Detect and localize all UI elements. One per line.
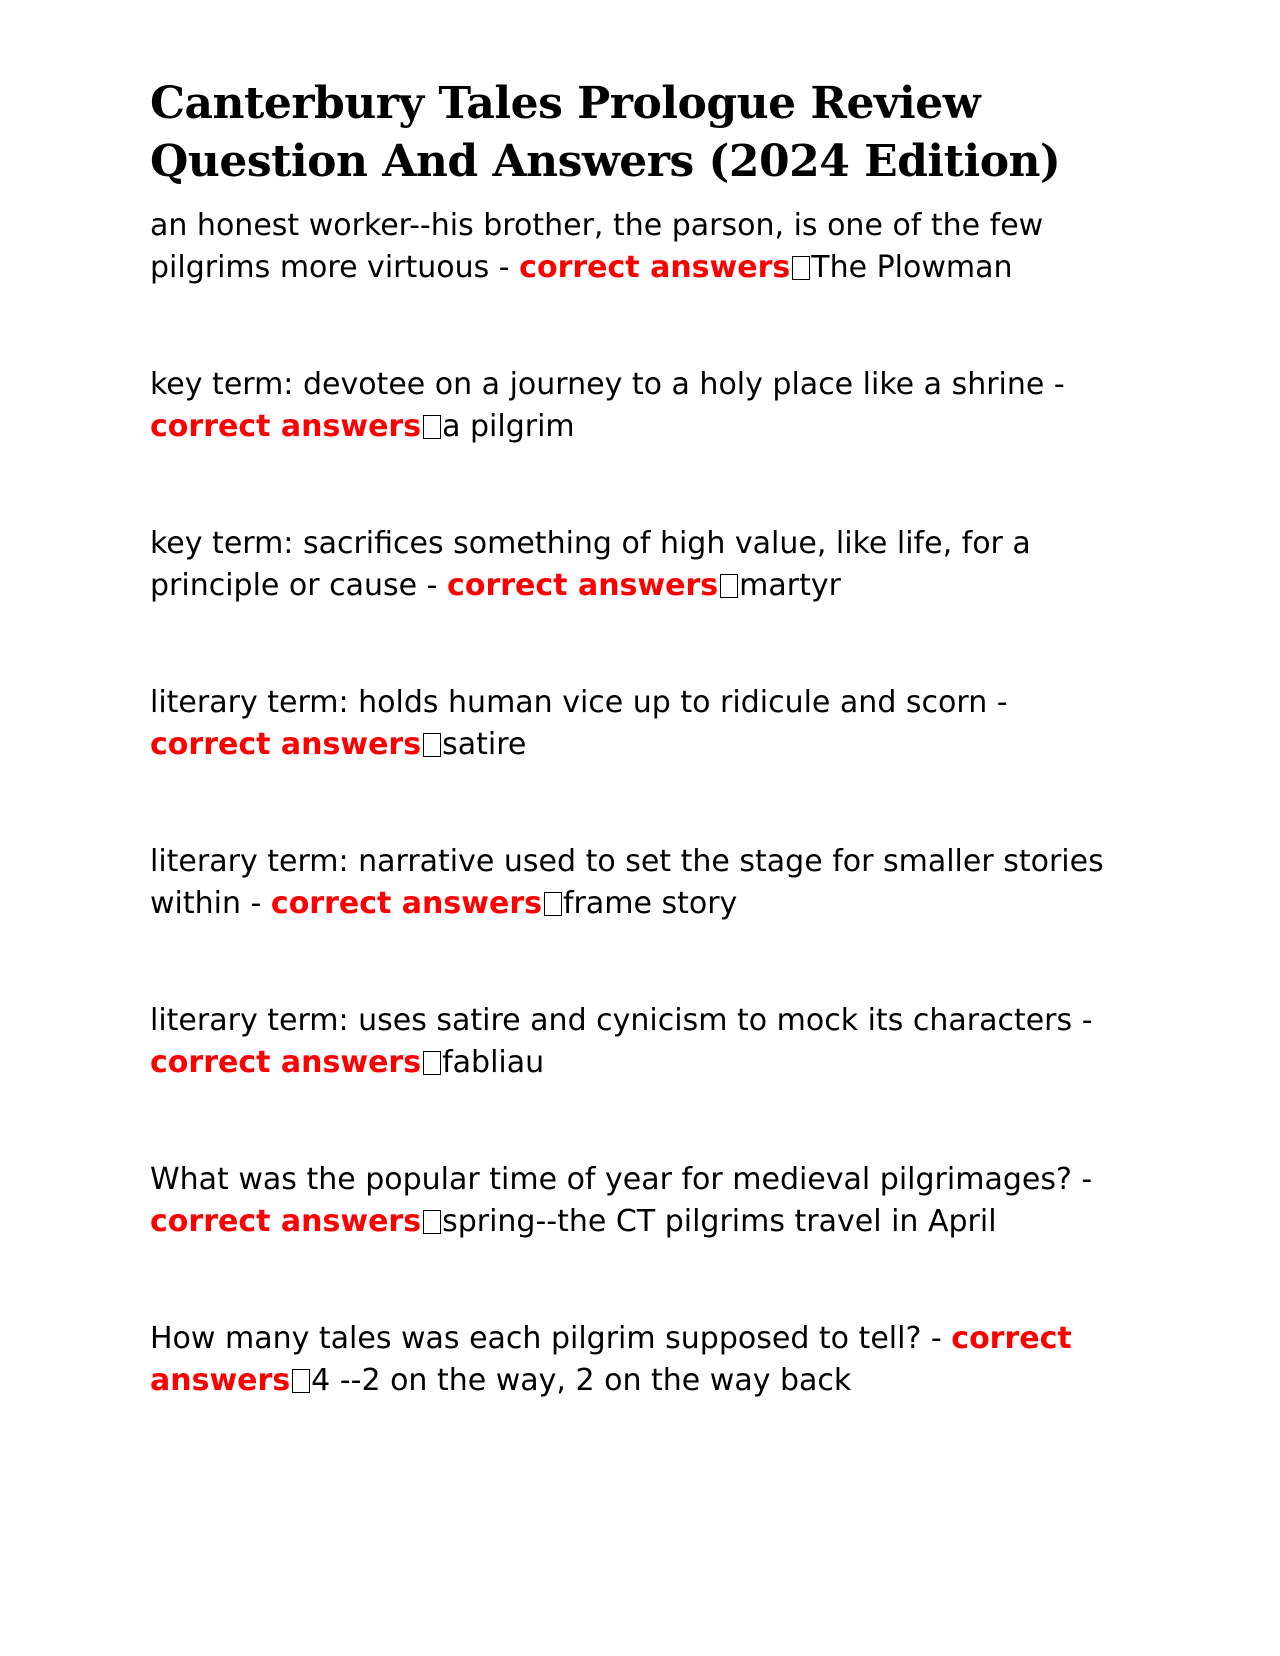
question-text: What was the popular time of year for medieval pilgrimages? [150, 1162, 1072, 1197]
question-text: literary term: uses satire and cynicism to mock its characters [150, 1003, 1073, 1038]
correct-answers-label: correct answers [150, 408, 422, 444]
separator: - [489, 249, 520, 285]
separator: - [417, 567, 448, 603]
answer-text: spring--the CT pilgrims travel in April [442, 1203, 997, 1239]
missing-glyph-icon [544, 892, 562, 916]
qa-item [150, 841, 1110, 924]
question-text: literary term: narrative used to set the stage for smaller stories within [150, 844, 1104, 921]
document-page [150, 75, 1110, 1477]
question-text: literary term: holds human vice up to ridicule and scorn [150, 685, 988, 720]
separator: - [1044, 367, 1065, 402]
question-text: an honest worker--his brother, the parson, is one of the few pilgrims more virtuous [150, 208, 1044, 285]
qa-item [150, 523, 1110, 606]
separator: - [921, 1321, 952, 1356]
correct-answers-label: correct answers [150, 1203, 422, 1239]
answer-text: 4 --2 on the way, 2 on the way back [311, 1362, 852, 1398]
correct-answers-label: correct answers [270, 885, 542, 921]
qa-item [150, 682, 1110, 765]
separator: - [1072, 1003, 1093, 1038]
qa-item [150, 364, 1110, 447]
question-text: key term: sacrifices something of high value, like life, for a principle or cause [150, 526, 1031, 603]
answer-text: a pilgrim [442, 408, 575, 444]
missing-glyph-icon [292, 1369, 310, 1393]
separator: - [241, 885, 271, 921]
qa-item [150, 1159, 1110, 1242]
correct-answers-label: correct answers [150, 1321, 1072, 1398]
question-text: key term: devotee on a journey to a holy place like a shrine [150, 367, 1045, 402]
question-text: How many tales was each pilgrim supposed to tell? [150, 1321, 922, 1356]
correct-answers-label: correct answers [150, 726, 422, 762]
correct-answers-label: correct answers [447, 567, 719, 603]
correct-answers-label: correct answers [519, 249, 791, 285]
answer-text: martyr [739, 567, 841, 603]
document-title: Canterbury Tales Prologue Review Question And Answers (2024 Edition) [150, 78, 1061, 187]
answer-text: satire [442, 726, 527, 762]
missing-glyph-icon [792, 256, 810, 280]
separator: - [987, 685, 1008, 720]
correct-answers-label: correct answers [150, 1044, 422, 1080]
answer-text: fabliau [442, 1044, 545, 1080]
answer-text: frame story [562, 885, 738, 921]
missing-glyph-icon [423, 1210, 441, 1234]
separator: - [1071, 1162, 1093, 1197]
qa-item [150, 205, 1110, 288]
missing-glyph-icon [423, 1051, 441, 1075]
answer-text: The Plowman [811, 249, 1013, 285]
qa-item [150, 1000, 1110, 1083]
missing-glyph-icon [423, 733, 441, 757]
missing-glyph-icon [423, 415, 441, 439]
qa-item [150, 1318, 1110, 1401]
missing-glyph-icon [720, 574, 738, 598]
